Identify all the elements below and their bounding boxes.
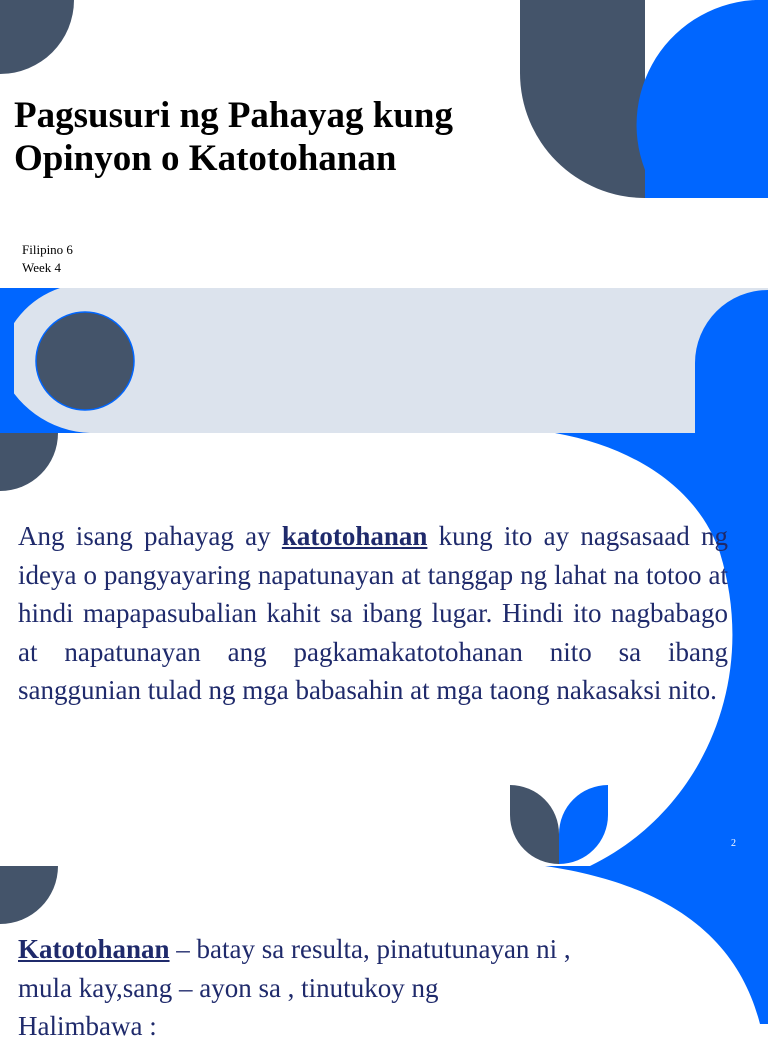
keyword-katotohanan: Katotohanan [18, 934, 170, 964]
keyword-signals-1: – batay sa resulta, pinatutunayan ni , [169, 934, 571, 964]
keyword-line-2: mula kay,sang – ayon sa , tinutukoy ng [18, 972, 439, 1003]
left-blue-band [0, 288, 14, 433]
subtitle [22, 241, 73, 277]
blue-leaf-shape [637, 0, 768, 198]
keyword-slide [0, 866, 768, 1041]
section-slide [0, 288, 768, 433]
navy-circle [36, 312, 134, 410]
title-line-2: Opinyon o Katotohanan [14, 138, 397, 179]
page-number: 2 [731, 838, 736, 849]
keyword-paragraph [18, 930, 728, 1046]
page-title [14, 94, 453, 180]
definition-paragraph [18, 517, 728, 710]
intro-text: Ang isang pahayag ay [18, 521, 282, 551]
top-left-quarter-circle [0, 433, 58, 491]
top-left-quarter-circle [0, 866, 58, 924]
right-blue-arch [695, 290, 768, 433]
title-slide [0, 0, 768, 288]
small-navy-leaf [510, 785, 559, 864]
top-left-quarter-circle [0, 0, 74, 74]
keyword-line-1 [18, 930, 728, 969]
navy-leaf-shape [520, 0, 645, 198]
definition-text: kung ito ay nagsasaad ng ideya o pangyayaring napatunayan at tanggap ng lahat na totoo at hindi mapapasubalian kahit sa ibang lugar. Hindi ito nagbabago at napatunayan ang pagkamakatotohanan nito sa ibang sanggunian tulad ng mga babasahin at mga taong nakasaksi nito. [18, 521, 728, 705]
title-line-1: Pagsusuri ng Pahayag kung [14, 95, 453, 136]
week-label: Week 4 [22, 260, 62, 275]
keyword-katotohanan: katotohanan [281, 521, 428, 551]
section-shapes [0, 288, 768, 433]
content-slide [0, 433, 768, 866]
example-label: Halimbawa : [18, 1011, 157, 1041]
subject-label: Filipino 6 [22, 242, 73, 257]
small-blue-leaf [559, 785, 608, 864]
